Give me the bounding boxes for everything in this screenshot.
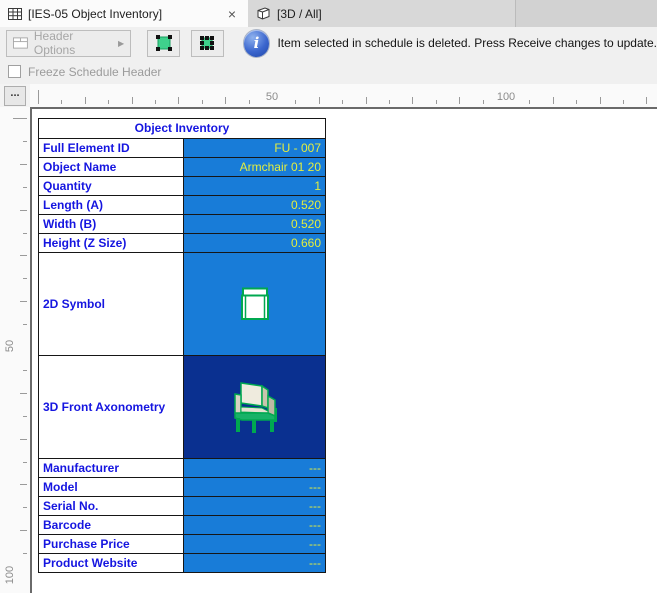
ruler-tick — [249, 100, 250, 104]
row-label[interactable]: 3D Front Axonometry — [39, 356, 184, 458]
row-value[interactable]: --- — [184, 554, 325, 572]
row-value-2d-symbol[interactable] — [184, 253, 325, 355]
ruler-tick — [38, 90, 39, 104]
ruler-label: 50 — [4, 339, 16, 353]
table-row — [39, 534, 325, 553]
ruler-tick — [23, 141, 27, 142]
ruler-tick — [20, 439, 27, 440]
ruler-tick — [412, 97, 413, 104]
table-row — [39, 515, 325, 534]
row-value[interactable]: --- — [184, 497, 325, 515]
ruler-tick — [366, 97, 367, 104]
ruler-tick — [483, 100, 484, 104]
ruler-tick — [529, 100, 530, 104]
table-row — [39, 477, 325, 496]
ruler-tick — [23, 370, 27, 371]
selection-square-icon — [155, 34, 173, 52]
row-label[interactable]: Serial No. — [39, 497, 184, 515]
ruler-tick — [459, 97, 460, 104]
ruler-tick — [646, 97, 647, 104]
table-row — [39, 157, 325, 176]
row-label[interactable]: Height (Z Size) — [39, 234, 184, 252]
ruler-tick — [319, 97, 320, 104]
ruler-tick — [23, 233, 27, 234]
tab-bar — [0, 0, 657, 27]
ruler-tick — [132, 97, 133, 104]
ruler-tick — [600, 97, 601, 104]
ruler-tick — [178, 97, 179, 104]
row-label[interactable]: Model — [39, 478, 184, 496]
ruler-tick — [389, 100, 390, 104]
ruler-tick — [623, 100, 624, 104]
ruler-tick — [20, 210, 27, 211]
ruler-tick — [61, 100, 62, 104]
tab-3d-view[interactable] — [248, 0, 516, 27]
freeze-header-label: Freeze Schedule Header — [28, 64, 162, 79]
ruler-tick — [20, 301, 27, 302]
vertical-ruler — [0, 107, 30, 593]
table-header-icon — [13, 37, 28, 49]
ruler-label: 100 — [4, 565, 16, 585]
armchair-3d-axonometry-image — [229, 380, 281, 434]
ruler-tick — [20, 393, 27, 394]
armchair-top-view-symbol — [240, 287, 270, 321]
ruler-tick — [553, 97, 554, 104]
horizontal-ruler — [30, 84, 657, 107]
ruler-label: 50 — [265, 91, 279, 103]
ruler-tick — [23, 324, 27, 325]
schedule-grid-icon — [8, 7, 22, 21]
row-label[interactable]: Purchase Price — [39, 535, 184, 553]
close-icon[interactable]: × — [227, 5, 236, 22]
row-value[interactable]: FU - 007 — [184, 139, 325, 157]
ruler-tick — [295, 100, 296, 104]
row-value-3d-axonometry[interactable] — [184, 356, 325, 458]
row-value[interactable]: 0.520 — [184, 196, 325, 214]
schedule-table — [38, 118, 326, 573]
row-label[interactable]: Manufacturer — [39, 459, 184, 477]
row-value[interactable]: --- — [184, 478, 325, 496]
ruler-tick — [20, 255, 27, 256]
status-message: Item selected in schedule is deleted. Press Receive changes to update. — [277, 36, 657, 50]
ruler-tick — [202, 100, 203, 104]
toolbar — [0, 27, 657, 59]
ruler-options-button[interactable]: ... — [4, 86, 26, 106]
schedule-title[interactable]: Object Inventory — [39, 119, 325, 138]
ruler-tick — [342, 100, 343, 104]
tab-schedule[interactable] — [0, 0, 248, 27]
ruler-tick — [85, 97, 86, 104]
ruler-tick — [23, 507, 27, 508]
tab-label: [IES-05 Object Inventory] — [28, 6, 163, 21]
info-icon: i — [244, 30, 270, 57]
ruler-tick — [23, 553, 27, 554]
table-row — [39, 176, 325, 195]
row-label[interactable]: 2D Symbol — [39, 253, 184, 355]
row-value[interactable]: Armchair 01 20 — [184, 158, 325, 176]
tab-label: [3D / All] — [277, 6, 322, 21]
row-label[interactable]: Product Website — [39, 554, 184, 572]
table-row — [39, 195, 325, 214]
ruler-tick — [108, 100, 109, 104]
edit-handles-button[interactable] — [191, 30, 224, 57]
table-row-3d-axonometry — [39, 355, 325, 458]
row-value[interactable]: 0.660 — [184, 234, 325, 252]
ruler-tick — [20, 484, 27, 485]
row-label[interactable]: Width (B) — [39, 215, 184, 233]
select-marquee-button[interactable] — [147, 30, 180, 57]
chevron-right-icon: ▶ — [118, 38, 125, 48]
ruler-label: 100 — [496, 91, 516, 103]
row-value[interactable]: --- — [184, 516, 325, 534]
table-row — [39, 496, 325, 515]
table-row — [39, 214, 325, 233]
ruler-tick — [155, 100, 156, 104]
ruler-tick — [576, 100, 577, 104]
table-row — [39, 553, 325, 572]
row-value[interactable]: 1 — [184, 177, 325, 195]
workspace — [0, 84, 657, 593]
ruler-tick — [20, 530, 27, 531]
table-row — [39, 458, 325, 477]
ruler-tick — [23, 278, 27, 279]
3d-box-icon — [256, 6, 271, 21]
ruler-tick — [23, 462, 27, 463]
row-label[interactable]: Object Name — [39, 158, 184, 176]
row-label[interactable]: Length (A) — [39, 196, 184, 214]
header-options-label: Header Options — [33, 29, 76, 57]
row-label[interactable]: Quantity — [39, 177, 184, 195]
table-row — [39, 138, 325, 157]
freeze-header-checkbox[interactable] — [8, 65, 21, 78]
ruler-tick — [23, 187, 27, 188]
row-value[interactable]: --- — [184, 459, 325, 477]
row-label[interactable]: Barcode — [39, 516, 184, 534]
options-row — [0, 59, 657, 84]
table-row-2d-symbol — [39, 252, 325, 355]
table-row — [39, 233, 325, 252]
ruler-tick — [20, 164, 27, 165]
ruler-tick — [13, 118, 27, 119]
row-value[interactable]: 0.520 — [184, 215, 325, 233]
ruler-tick — [436, 100, 437, 104]
ruler-tick — [225, 97, 226, 104]
header-options-button[interactable] — [6, 30, 131, 57]
selection-handles-icon — [198, 34, 216, 52]
drawing-area[interactable] — [30, 107, 657, 593]
ruler-tick — [23, 416, 27, 417]
row-label[interactable]: Full Element ID — [39, 139, 184, 157]
row-value[interactable]: --- — [184, 535, 325, 553]
